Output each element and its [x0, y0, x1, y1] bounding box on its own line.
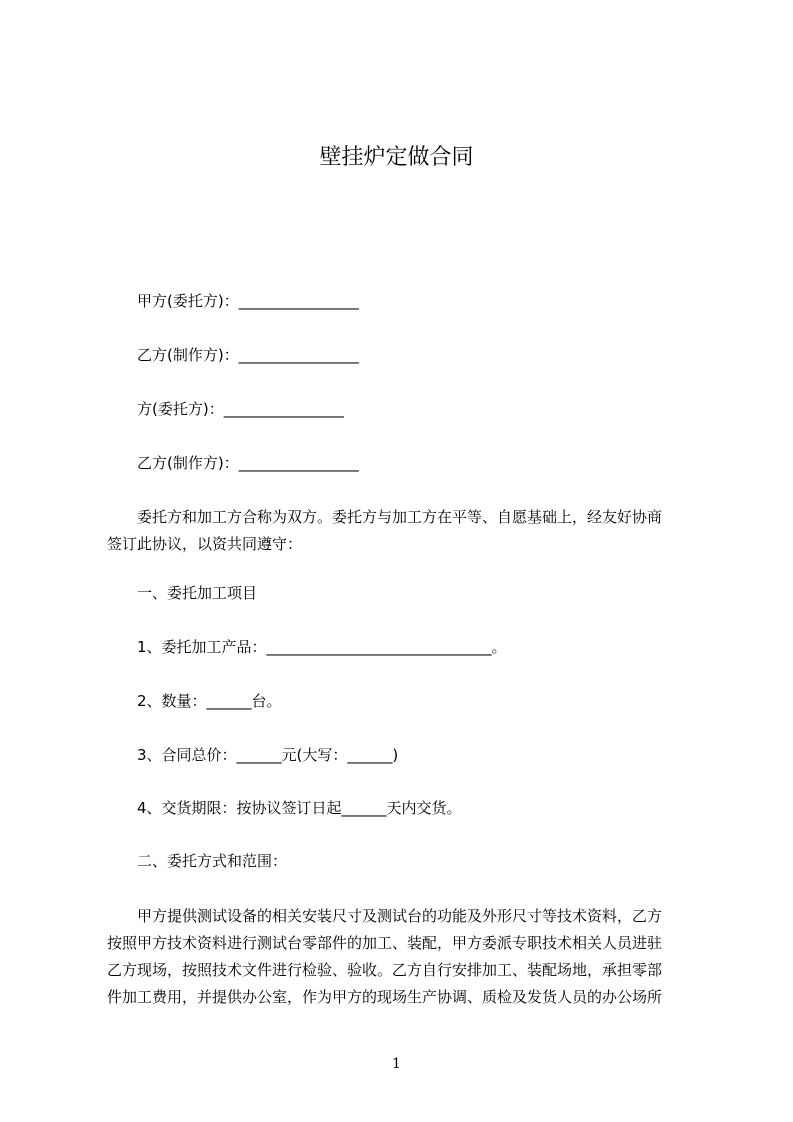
list-item: 3、合同总价：______元(大写：______) — [137, 746, 399, 764]
intro-paragraph — [107, 504, 700, 558]
document-title: 壁挂炉定做合同 — [319, 145, 474, 170]
paragraph-line: 件加工费用，并提供办公室，作为甲方的现场生产协调、质检及发货人员的办公场所 — [107, 988, 663, 1006]
party-a-line: 甲方(委托方)：________________ — [137, 292, 359, 310]
body-paragraph — [107, 903, 700, 1011]
party-a-repeat-line: 方(委托方)：________________ — [137, 400, 344, 418]
paragraph-line: 按照甲方技术资料进行测试台零部件的加工、装配，甲方委派专职技术相关人员进驻 — [107, 934, 663, 952]
section-heading: 二、委托方式和范围： — [137, 852, 288, 870]
party-b-repeat-line: 乙方(制作方)：________________ — [137, 454, 359, 472]
paragraph-line: 甲方提供测试设备的相关安装尺寸及测试台的功能及外形尺寸等技术资料，乙方 — [137, 907, 663, 925]
page-number: 1 — [392, 1056, 401, 1072]
list-item: 2、数量：______台。 — [137, 692, 282, 710]
intro-line: 签订此协议，以资共同遵守： — [107, 535, 303, 553]
intro-line: 委托方和加工方合称为双方。委托方与加工方在平等、自愿基础上，经友好协商 — [137, 508, 663, 526]
paragraph-line: 乙方现场，按照技术文件进行检验、验收。乙方自行安排加工、装配场地，承担零部 — [107, 961, 663, 979]
section-heading: 一、委托加工项目 — [137, 584, 258, 602]
list-item: 4、交货期限：按协议签订日起______天内交货。 — [137, 799, 462, 817]
party-b-line: 乙方(制作方)：________________ — [137, 346, 359, 364]
list-item: 1、委托加工产品：______________________________。 — [137, 638, 507, 656]
